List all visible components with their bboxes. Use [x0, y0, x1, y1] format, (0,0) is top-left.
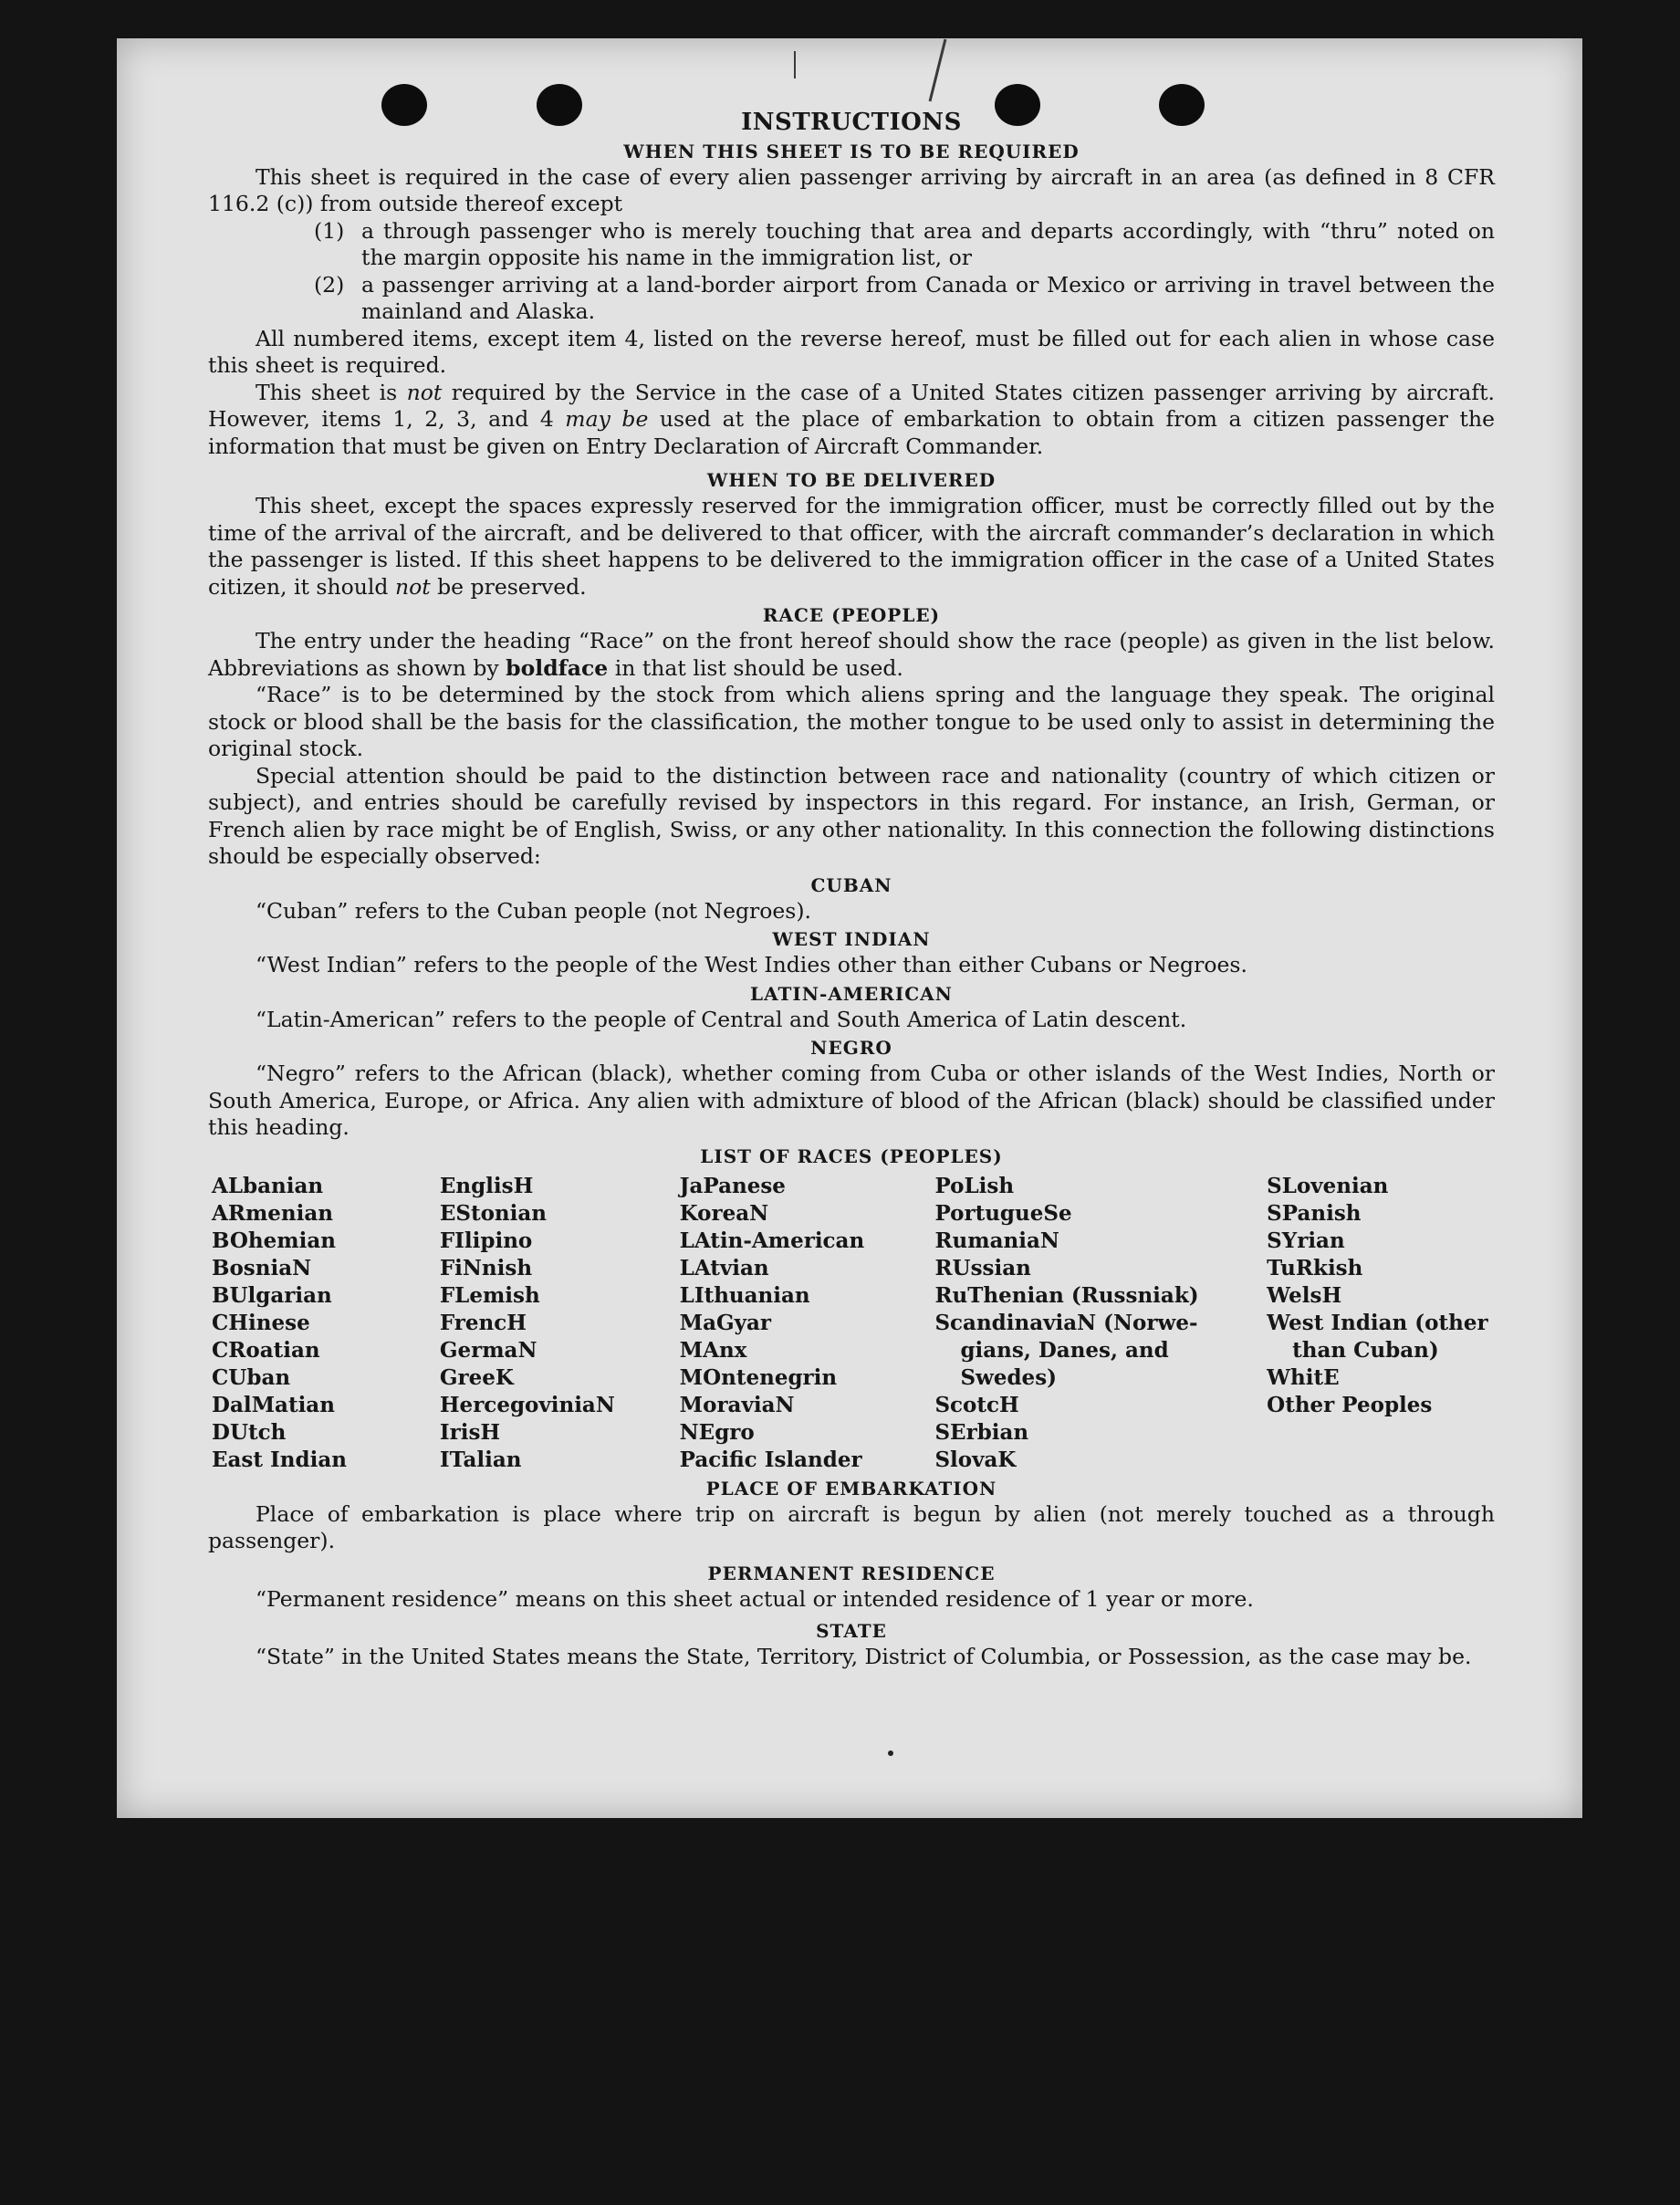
race-entry: WelsH — [1267, 1282, 1342, 1308]
race-entry: MAnx — [679, 1337, 747, 1363]
race-entry: FrencH — [439, 1310, 527, 1335]
section-heading: LIST OF RACES (PEOPLES) — [700, 1144, 1003, 1167]
paragraph: All numbered items, except item 4, listed on the reverse hereof, must be filled out for each alien in whose case this sheet is required. — [208, 325, 1495, 378]
race-entry: CUban — [212, 1364, 291, 1390]
paragraph: Place of embarkation is place where trip on aircraft is begun by alien (not merely touched as a through passenger). — [208, 1500, 1495, 1553]
paragraph: “Negro” refers to the African (black), whether coming from Cuba or other islands of the West Indies, North or South America, Europe, or Africa. Any alien with admixture of blood of the African (black) should be classified under this heading. — [208, 1061, 1495, 1140]
document-page — [117, 38, 1582, 1818]
race-list — [208, 1173, 1495, 1474]
race-entry: PoLish — [934, 1173, 1015, 1198]
race-entry: MoraviaN — [679, 1392, 795, 1417]
race-entry: gians, Danes, and — [960, 1337, 1169, 1363]
race-entry: DalMatian — [212, 1392, 335, 1417]
race-entry: BOhemian — [212, 1228, 336, 1253]
race-entry: ScotcH — [934, 1392, 1019, 1417]
instructions-body — [208, 110, 1495, 1671]
race-entry: CHinese — [212, 1310, 310, 1335]
race-entry: GermaN — [439, 1337, 537, 1363]
paragraph — [208, 628, 1495, 682]
race-entry: SPanish — [1267, 1200, 1362, 1226]
paragraph: “Cuban” refers to the Cuban people (not Negroes). — [256, 897, 812, 924]
paragraph: “Latin-American” refers to the people of Central and South America of Latin descent. — [256, 1006, 1187, 1032]
race-entry: RumaniaN — [934, 1228, 1059, 1253]
item-text: a passenger arriving at a land-border airport from Canada or Mexico or arriving in travel between the mainland and Alaska. — [361, 271, 1495, 324]
race-entry: BosniaN — [212, 1255, 312, 1280]
race-entry: ITalian — [439, 1447, 522, 1472]
race-entry: RuThenian (Russniak) — [934, 1282, 1199, 1308]
paragraph: “West Indian” refers to the people of the West Indies other than either Cubans or Negroes. — [256, 952, 1247, 977]
text-run: This sheet, except the spaces expressly reserved for the immigration officer, must be correctly filled out by the time of the arrival of the aircraft, and be delivered to that officer, with the aircraft commander’s declaration in which the passenger is listed. If this sheet happens to be delivered to the immigration officer in the case of a United States citizen, it should — [208, 493, 1495, 600]
section-heading: PLACE OF EMBARKATION — [705, 1477, 997, 1500]
race-entry: NEgro — [679, 1419, 755, 1445]
race-entry: East Indian — [212, 1447, 347, 1472]
paragraph: Special attention should be paid to the distinction between race and nationality (country of which citizen or subject), and entries should be carefully revised by inspectors in this regard. For instance, an Irish, German, or French alien by race might be of English, Swiss, or any other nationality. In this connection the following distinctions should be especially observed: — [208, 762, 1495, 869]
race-column — [212, 1173, 440, 1474]
section-heading: CUBAN — [810, 873, 892, 896]
race-entry: BUlgarian — [212, 1282, 332, 1308]
race-entry: SlovaK — [934, 1447, 1017, 1472]
race-entry: FiNnish — [439, 1255, 533, 1280]
section-heading: PERMANENT RESIDENCE — [707, 1562, 996, 1584]
paragraph: “Race” is to be determined by the stock from which aliens spring and the language they speak. The original stock or blood shall be the basis for the classification, the mother tongue to be used only to assist in determining the original stock. — [208, 682, 1495, 761]
ink-dot — [888, 1750, 893, 1756]
bold-term: boldface — [506, 654, 609, 681]
pencil-mark — [929, 39, 947, 102]
race-column — [680, 1173, 935, 1474]
race-entry: SYrian — [1267, 1228, 1345, 1253]
text-run: be preserved. — [430, 573, 587, 600]
paragraph — [208, 380, 1495, 461]
text-run: used at the place of embarkation to obtain from a citizen passenger the information that must be given on Entry Declaration of Aircraft Commander. — [208, 406, 1496, 459]
race-entry: FIlipino — [439, 1228, 533, 1253]
race-entry: Pacific Islander — [679, 1447, 862, 1472]
race-entry: HercegoviniaN — [439, 1392, 615, 1417]
text-run: in that list should be used. — [608, 654, 903, 681]
paragraph: This sheet is required in the case of every alien passenger arriving by aircraft in an area (as defined in 8 CFR 116.2 (c)) from outside thereof except — [208, 163, 1495, 216]
pencil-mark — [794, 51, 796, 78]
text-run: required by the Service in the case of a United States citizen passenger arriving by aircraft. However, items 1, 2, 3, and 4 — [208, 379, 1495, 432]
text-run: The entry under the heading “Race” on the front hereof should show the race (people) as given in the list below. Abbreviations as shown by — [208, 628, 1495, 681]
emphasis: not — [406, 379, 443, 405]
race-entry: WhitE — [1267, 1364, 1340, 1390]
race-entry: SErbian — [934, 1419, 1029, 1445]
race-entry: RUssian — [934, 1255, 1031, 1280]
section-heading: WHEN THIS SHEET IS TO BE REQUIRED — [623, 140, 1080, 162]
section-heading: LATIN-AMERICAN — [750, 982, 953, 1005]
race-entry: FLemish — [439, 1282, 540, 1308]
race-entry: Swedes) — [960, 1364, 1058, 1390]
item-number: (1) — [314, 217, 345, 244]
section-heading: STATE — [816, 1620, 887, 1642]
exception-item — [208, 218, 1495, 272]
race-entry: EnglisH — [439, 1173, 534, 1198]
race-entry: ALbanian — [212, 1173, 324, 1198]
race-entry: KoreaN — [679, 1200, 769, 1226]
section-heading: NEGRO — [810, 1037, 892, 1059]
section-heading: WEST INDIAN — [772, 928, 931, 950]
race-entry: West Indian (other — [1267, 1310, 1488, 1335]
race-entry: MOntenegrin — [679, 1364, 838, 1390]
text-run: This sheet is — [256, 379, 407, 405]
item-text: a through passenger who is merely touching that area and departs accordingly, with “thru” noted on the margin opposite his name in the immigration list, or — [361, 217, 1495, 270]
race-entry: IrisH — [439, 1419, 501, 1445]
race-column — [1267, 1173, 1495, 1474]
section-heading: WHEN TO BE DELIVERED — [706, 469, 997, 491]
paragraph: “Permanent residence” means on this sheet actual or intended residence of 1 year or more. — [256, 1585, 1254, 1612]
race-entry: TuRkish — [1267, 1255, 1363, 1280]
race-entry: PortugueSe — [934, 1200, 1072, 1226]
race-entry: SLovenian — [1267, 1173, 1389, 1198]
race-column — [934, 1173, 1267, 1474]
emphasis: not — [394, 573, 431, 600]
race-entry: ARmenian — [212, 1200, 334, 1226]
paragraph: “State” in the United States means the State, Territory, District of Columbia, or Possession, as the case may be. — [256, 1644, 1472, 1669]
race-entry: LIthuanian — [679, 1282, 810, 1308]
page-title: INSTRUCTIONS — [741, 109, 962, 136]
exception-item — [208, 272, 1495, 326]
race-entry: LAtvian — [679, 1255, 769, 1280]
race-entry: than Cuban) — [1292, 1337, 1439, 1363]
race-entry: DUtch — [212, 1419, 287, 1445]
section-heading: RACE (PEOPLE) — [762, 604, 941, 626]
race-entry: MaGyar — [679, 1310, 772, 1335]
race-entry: JaPanese — [679, 1173, 786, 1198]
item-number: (2) — [314, 271, 345, 298]
paragraph — [208, 493, 1495, 601]
race-entry: ScandinaviaN (Norwe- — [934, 1310, 1198, 1335]
race-entry: CRoatian — [212, 1337, 320, 1363]
race-column — [440, 1173, 680, 1474]
emphasis: may be — [565, 406, 649, 432]
race-entry: EStonian — [439, 1200, 548, 1226]
race-entry: LAtin-American — [679, 1228, 865, 1253]
race-entry: GreeK — [439, 1364, 514, 1390]
race-entry: Other Peoples — [1267, 1392, 1433, 1417]
